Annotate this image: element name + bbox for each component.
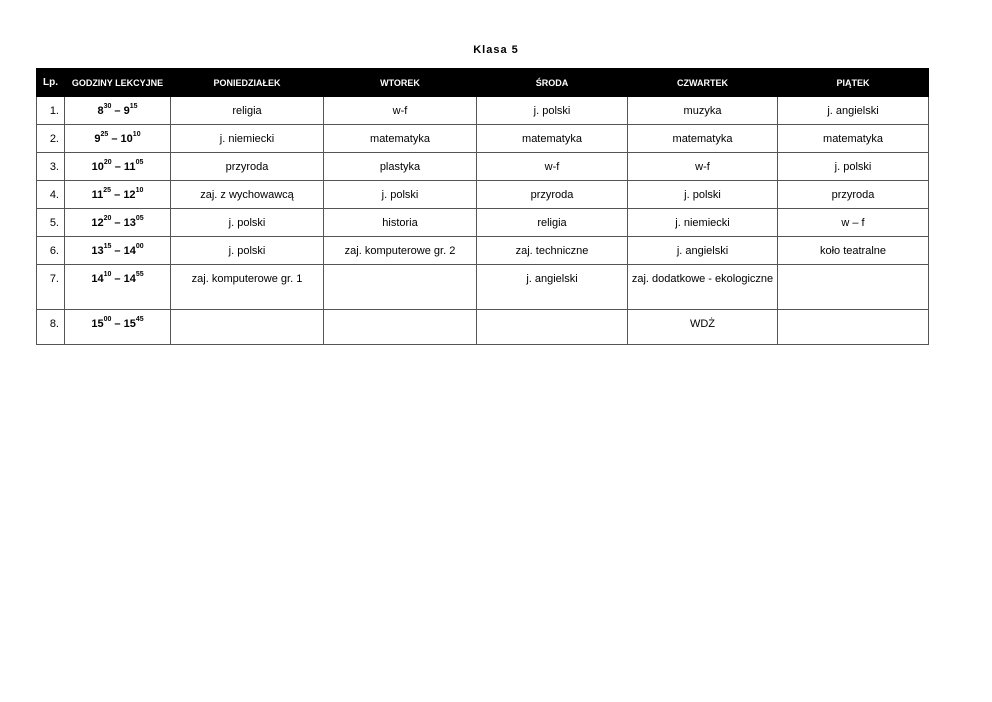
schedule-table xyxy=(36,68,929,345)
time-separator: – xyxy=(111,161,124,173)
subject-cell-tuesday xyxy=(324,310,477,345)
time-start-hour: 12 xyxy=(91,217,104,229)
time-end-minute: 55 xyxy=(135,271,144,279)
time-start-hour: 11 xyxy=(91,189,104,201)
table-row xyxy=(37,125,929,153)
table-row xyxy=(37,310,929,345)
time-start-hour: 10 xyxy=(91,161,104,173)
subject-cell-monday: przyroda xyxy=(171,153,324,181)
time-end-hour: 10 xyxy=(120,133,133,145)
table-row xyxy=(37,265,929,310)
subject-cell-tuesday: plastyka xyxy=(324,153,477,181)
time-start-hour: 14 xyxy=(91,273,104,285)
subject-cell-wednesday: matematyka xyxy=(477,125,628,153)
time-separator: – xyxy=(111,245,124,257)
lesson-number: 4. xyxy=(37,181,65,209)
subject-cell-thursday: zaj. dodatkowe - ekologiczne xyxy=(628,265,778,310)
time-end-minute: 10 xyxy=(132,131,141,139)
subject-cell-tuesday xyxy=(324,265,477,310)
subject-cell-monday: zaj. z wychowawcą xyxy=(171,181,324,209)
subject-cell-thursday: muzyka xyxy=(628,97,778,125)
subject-cell-friday: w – f xyxy=(778,209,929,237)
time-end-minute: 00 xyxy=(135,243,144,251)
page-title: Klasa 5 xyxy=(473,44,519,56)
subject-cell-wednesday: j. angielski xyxy=(477,265,628,310)
time-start-minute: 20 xyxy=(103,159,112,167)
subject-cell-monday: j. niemiecki xyxy=(171,125,324,153)
header-lp: Lp. xyxy=(37,69,65,97)
time-end-hour: 15 xyxy=(123,318,136,330)
subject-cell-friday: przyroda xyxy=(778,181,929,209)
lesson-number: 6. xyxy=(37,237,65,265)
table-row xyxy=(37,237,929,265)
lesson-time xyxy=(65,209,171,237)
time-start-minute: 25 xyxy=(100,131,109,139)
lesson-time xyxy=(65,125,171,153)
subject-cell-wednesday xyxy=(477,310,628,345)
table-row xyxy=(37,97,929,125)
time-end-hour: 14 xyxy=(123,245,136,257)
time-separator: – xyxy=(111,318,124,330)
time-start-minute: 20 xyxy=(103,215,112,223)
time-separator: – xyxy=(111,105,124,117)
lesson-time xyxy=(65,237,171,265)
subject-cell-friday xyxy=(778,310,929,345)
subject-cell-wednesday: religia xyxy=(477,209,628,237)
time-start-minute: 00 xyxy=(103,316,112,324)
header-day-friday: PIĄTEK xyxy=(778,69,929,97)
header-row xyxy=(37,69,929,97)
subject-cell-thursday: j. angielski xyxy=(628,237,778,265)
time-start-hour: 9 xyxy=(94,133,101,145)
subject-cell-friday: j. polski xyxy=(778,153,929,181)
lesson-time xyxy=(65,153,171,181)
subject-cell-thursday: j. polski xyxy=(628,181,778,209)
subject-cell-monday: religia xyxy=(171,97,324,125)
subject-cell-monday: j. polski xyxy=(171,209,324,237)
lesson-number: 1. xyxy=(37,97,65,125)
subject-cell-thursday: j. niemiecki xyxy=(628,209,778,237)
subject-cell-tuesday: w-f xyxy=(324,97,477,125)
subject-cell-friday xyxy=(778,265,929,310)
time-start-minute: 30 xyxy=(103,103,112,111)
time-start-hour: 8 xyxy=(97,105,104,117)
lesson-time xyxy=(65,181,171,209)
lesson-time xyxy=(65,310,171,345)
time-start-hour: 13 xyxy=(91,245,104,257)
subject-cell-tuesday: historia xyxy=(324,209,477,237)
subject-cell-tuesday: j. polski xyxy=(324,181,477,209)
time-start-hour: 15 xyxy=(91,318,104,330)
time-end-hour: 9 xyxy=(123,105,130,117)
subject-cell-monday xyxy=(171,310,324,345)
subject-cell-friday: koło teatralne xyxy=(778,237,929,265)
subject-cell-tuesday: matematyka xyxy=(324,125,477,153)
header-hours: GODZINY LEKCYJNE xyxy=(65,69,171,97)
table-row xyxy=(37,153,929,181)
time-end-hour: 14 xyxy=(123,273,136,285)
subject-cell-friday: matematyka xyxy=(778,125,929,153)
subject-cell-wednesday: w-f xyxy=(477,153,628,181)
time-end-minute: 05 xyxy=(135,159,144,167)
time-end-minute: 10 xyxy=(135,187,144,195)
lesson-number: 3. xyxy=(37,153,65,181)
header-day-thursday: CZWARTEK xyxy=(628,69,778,97)
time-separator: – xyxy=(111,217,124,229)
subject-cell-monday: zaj. komputerowe gr. 1 xyxy=(171,265,324,310)
lesson-number: 7. xyxy=(37,265,65,310)
lesson-number: 2. xyxy=(37,125,65,153)
time-end-hour: 11 xyxy=(123,161,136,173)
subject-cell-friday: j. angielski xyxy=(778,97,929,125)
subject-cell-thursday: w-f xyxy=(628,153,778,181)
lesson-number: 8. xyxy=(37,310,65,345)
time-start-minute: 25 xyxy=(103,187,112,195)
time-start-minute: 10 xyxy=(103,271,112,279)
time-separator: – xyxy=(111,189,124,201)
time-end-minute: 05 xyxy=(135,215,144,223)
subject-cell-thursday: WDŻ xyxy=(628,310,778,345)
lesson-time xyxy=(65,97,171,125)
subject-cell-thursday: matematyka xyxy=(628,125,778,153)
time-end-minute: 15 xyxy=(129,103,138,111)
subject-cell-monday: j. polski xyxy=(171,237,324,265)
table-row xyxy=(37,181,929,209)
lesson-number: 5. xyxy=(37,209,65,237)
header-day-monday: PONIEDZIAŁEK xyxy=(171,69,324,97)
header-day-wednesday: ŚRODA xyxy=(477,69,628,97)
time-end-hour: 13 xyxy=(123,217,136,229)
subject-cell-wednesday: j. polski xyxy=(477,97,628,125)
time-end-hour: 12 xyxy=(123,189,136,201)
subject-cell-wednesday: przyroda xyxy=(477,181,628,209)
header-day-tuesday: WTOREK xyxy=(324,69,477,97)
lesson-time xyxy=(65,265,171,310)
time-end-minute: 45 xyxy=(135,316,144,324)
table-row xyxy=(37,209,929,237)
subject-cell-tuesday: zaj. komputerowe gr. 2 xyxy=(324,237,477,265)
time-separator: – xyxy=(108,133,121,145)
time-separator: – xyxy=(111,273,124,285)
time-start-minute: 15 xyxy=(103,243,112,251)
subject-cell-wednesday: zaj. techniczne xyxy=(477,237,628,265)
